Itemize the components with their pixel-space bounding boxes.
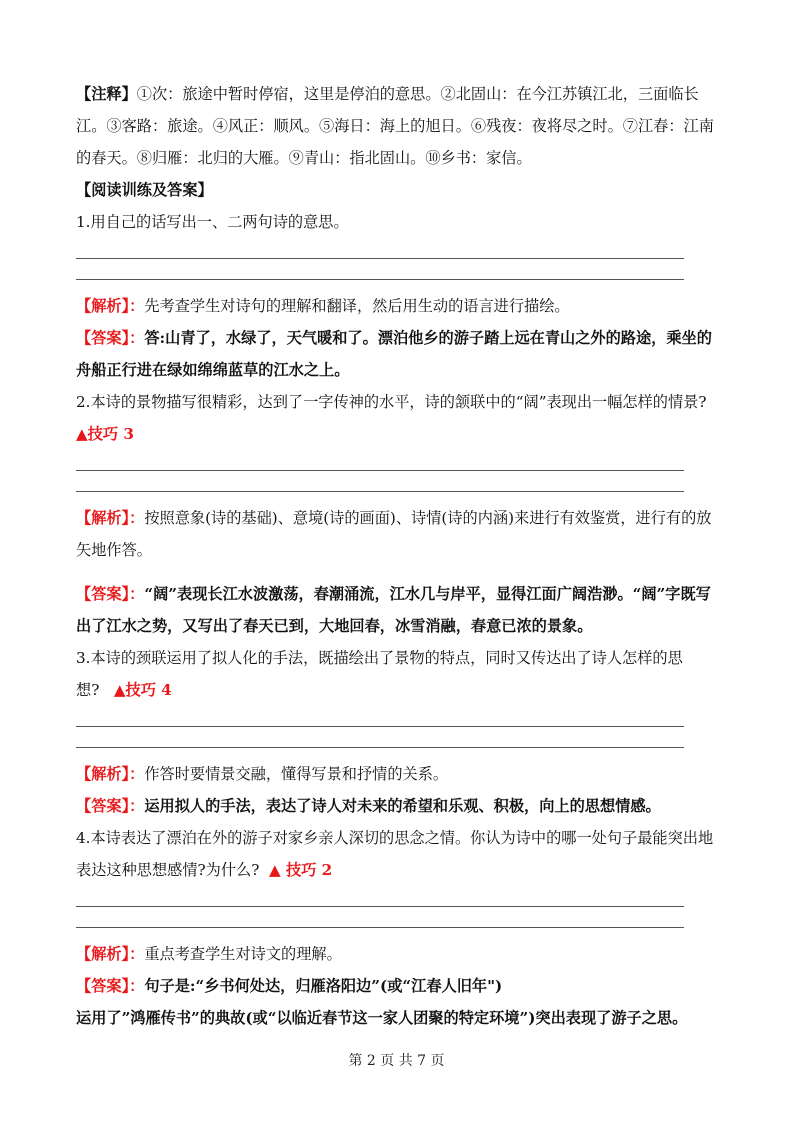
tip-3: ▲技巧 4 bbox=[113, 681, 172, 699]
analysis-3-text: 作答时要情景交融，懂得写景和抒情的关系。 bbox=[144, 765, 449, 783]
answer-line bbox=[76, 747, 684, 748]
analysis-label: 【解析】： bbox=[76, 509, 145, 527]
analysis-4 bbox=[76, 938, 718, 970]
question-1 bbox=[76, 206, 718, 238]
answer-label: 【答案】： bbox=[76, 585, 145, 603]
question-2 bbox=[76, 386, 718, 450]
question-3-text: 3.本诗的颈联运用了拟人化的手法，既描绘出了景物的特点，同时又传达出了诗人怎样的思想? bbox=[76, 649, 683, 699]
notes-text: ①次：旅途中暂时停宿，这里是停泊的意思。②北固山：在今江苏镇江北，三面临长江。③客路：旅途。④风正：顺风。⑤海日：海上的旭日。⑥残夜：夜将尽之时。⑦江春：江南的春天。⑧归雁：北归的大雁。⑨青山：指北固山。⑩乡书：家信。 bbox=[76, 85, 714, 167]
page-footer: 第 2 页 共 7 页 bbox=[348, 1053, 445, 1069]
answer-line bbox=[76, 726, 684, 727]
analysis-2 bbox=[76, 502, 718, 566]
answer-line bbox=[76, 279, 684, 280]
answer-4-extra: 运用了”鸿雁传书”的典故(或“以临近春节这一家人团聚的特定环境”)突出表现了游子之思。 bbox=[76, 1009, 688, 1027]
analysis-1-text: 先考查学生对诗句的理解和翻译，然后用生动的语言进行描绘。 bbox=[144, 297, 570, 315]
answer-1-text: 答:山青了，水绿了，天气暖和了。漂泊他乡的游子踏上远在青山之外的路途，乘坐的舟船正行进在绿如绵绵蓝草的江水之上。 bbox=[76, 329, 712, 379]
answer-2-text: “阔”表现长江水波激荡，春潮涌流，江水几与岸平，显得江面广阔浩渺。“阔”字既写出了江水之势，又写出了春天已到，大地回春，冰雪消融，春意已浓的景象。 bbox=[76, 585, 711, 635]
tip-4: ▲ 技巧 2 bbox=[269, 861, 333, 879]
question-1-text: 1.用自己的话写出一、二两句诗的意思。 bbox=[76, 213, 349, 231]
answer-line bbox=[76, 906, 684, 907]
answer-3 bbox=[76, 790, 718, 822]
question-2-text: 2.本诗的景物描写很精彩，达到了一字传神的水平，诗的颔联中的“阔”表现出一幅怎样的情景? bbox=[76, 393, 707, 411]
answer-line bbox=[76, 491, 684, 492]
question-4-text: 4.本诗表达了漂泊在外的游子对家乡亲人深切的思念之情。你认为诗中的哪一处句子最能突出地表达这种思想感情?为什么? bbox=[76, 829, 714, 879]
analysis-label: 【解析】： bbox=[76, 765, 145, 783]
answer-label: 【答案】： bbox=[76, 797, 145, 815]
answer-line bbox=[76, 927, 684, 928]
question-3 bbox=[76, 642, 718, 706]
answer-4 bbox=[76, 970, 718, 1002]
tip-2: ▲技巧 3 bbox=[76, 425, 134, 443]
answer-line bbox=[76, 470, 684, 471]
answer-4-text: 句子是:“乡书何处达，归雁洛阳边”(或“江春人旧年") bbox=[144, 977, 503, 995]
answer-label: 【答案】： bbox=[76, 329, 145, 347]
answer-2 bbox=[76, 578, 718, 642]
answer-1 bbox=[76, 322, 718, 386]
answer-3-text: 运用拟人的手法，表达了诗人对未来的希望和乐观、积极，向上的思想情感。 bbox=[144, 797, 661, 815]
analysis-1 bbox=[76, 290, 718, 322]
page-content bbox=[76, 78, 718, 1034]
analysis-label: 【解析】： bbox=[76, 297, 145, 315]
analysis-4-text: 重点考查学生对诗文的理解。 bbox=[144, 945, 342, 963]
section-title: 【阅读训练及答案】 bbox=[76, 181, 213, 199]
question-4 bbox=[76, 822, 718, 886]
notes-paragraph bbox=[76, 78, 718, 174]
answer-label: 【答案】： bbox=[76, 977, 145, 995]
notes-label: 【注释】 bbox=[76, 85, 137, 103]
analysis-label: 【解析】： bbox=[76, 945, 145, 963]
answer-line bbox=[76, 258, 684, 259]
analysis-2-text: 按照意象(诗的基础)、意境(诗的画面)、诗情(诗的内涵)来进行有效鉴赏，进行有的放矢地作答。 bbox=[76, 509, 712, 559]
analysis-3 bbox=[76, 758, 718, 790]
